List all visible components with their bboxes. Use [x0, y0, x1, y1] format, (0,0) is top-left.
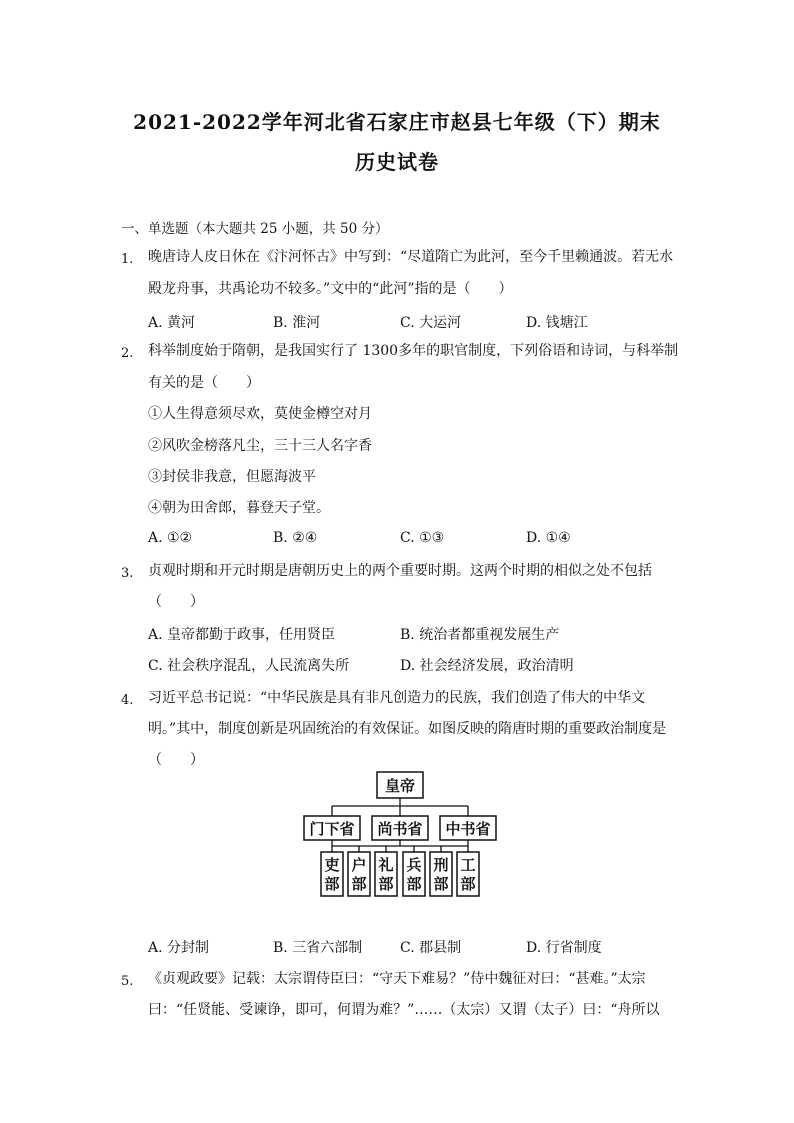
diagram-connector-top — [332, 798, 468, 816]
q4-line1: 习近平总书记说：“中华民族是具有非凡创造力的民族，我们创造了伟大的中华文 — [148, 690, 646, 706]
q2-item-1: ①人生得意须尽欢，莫使金樽空对月 — [148, 406, 372, 422]
q1-option-c: C. 大运河 — [400, 315, 462, 331]
six-ministries-group — [321, 852, 479, 896]
ministry-label: 刑部 — [433, 856, 449, 893]
q2-line1: 科举制度始于隋朝，是我国实行了 1300多年的职官制度，下列俗语和诗词，与科举制 — [148, 343, 679, 359]
exam-title-line2: 历史试卷 — [355, 150, 439, 174]
q2-number: 2. — [121, 346, 134, 361]
q4-option-c: C. 郡县制 — [400, 940, 462, 956]
three-departments-six-ministries-diagram — [300, 768, 500, 898]
ministry-label: 兵部 — [406, 856, 422, 893]
ministry-label: 礼部 — [378, 856, 394, 893]
q1-option-d: D. 钱塘江 — [526, 315, 588, 331]
q2-item-3: ③封侯非我意，但愿海波平 — [148, 469, 316, 485]
q3-number: 3. — [121, 566, 134, 581]
q2-item-4: ④朝为田舍郎，暮登天子堂。 — [148, 500, 330, 516]
q4-option-b: B. 三省六部制 — [273, 940, 363, 956]
shangshu-label: 尚书省 — [377, 820, 423, 838]
q3-option-a: A. 皇帝都勤于政事，任用贤臣 — [148, 627, 336, 643]
q3-option-d: D. 社会经济发展，政治清明 — [400, 658, 574, 674]
q2-option-c: C. ①③ — [400, 530, 445, 546]
q2-item-2: ②风吹金榜落凡尘，三十三人名字香 — [148, 438, 372, 454]
ministry-label: 吏部 — [324, 856, 340, 893]
section-heading: 一、单选题（本大题共 25 小题，共 50 分） — [121, 221, 389, 237]
q2-option-d: D. ①④ — [526, 530, 571, 546]
q2-line2: 有关的是（ ） — [148, 375, 260, 391]
q4-line3: （ ） — [148, 752, 204, 768]
q4-number: 4. — [121, 693, 134, 708]
q5-line2: 曰：“任贤能、受谏诤，即可，何谓为难？”……（太宗）又谓（太子）曰：“舟所以 — [148, 1002, 660, 1018]
menxia-label: 门下省 — [309, 820, 355, 838]
emperor-label: 皇帝 — [384, 777, 416, 795]
q1-line2: 殿龙舟事，共禹论功不较多。”文中的“此河”指的是（ ） — [148, 281, 513, 297]
q3-line1: 贞观时期和开元时期是唐朝历史上的两个重要时期。这两个时期的相似之处不包括 — [148, 563, 652, 579]
zhongshu-label: 中书省 — [445, 820, 491, 838]
q3-line2: （ ） — [148, 594, 204, 610]
ministry-label: 工部 — [460, 856, 476, 893]
q4-line2: 明。”其中，制度创新是巩固统治的有效保证。如图反映的隋唐时期的重要政治制度是 — [148, 721, 667, 737]
q1-number: 1. — [121, 252, 134, 267]
q2-option-a: A. ①② — [148, 530, 193, 546]
q1-line1: 晚唐诗人皮日休在《汴河怀古》中写到：“尽道隋亡为此河，至今千里赖通波。若无水 — [148, 249, 674, 265]
q1-option-a: A. 黄河 — [148, 315, 196, 331]
exam-title-line1: 2021-2022学年河北省石家庄市赵县七年级（下）期末 — [133, 110, 661, 134]
q3-option-c: C. 社会秩序混乱，人民流离失所 — [148, 658, 350, 674]
q5-number: 5. — [121, 974, 134, 989]
q2-option-b: B. ②④ — [273, 530, 318, 546]
q5-line1: 《贞观政要》记载：太宗谓侍臣曰：“守天下难易？”侍中魏征对曰：“甚难。”太宗 — [148, 971, 646, 987]
diagram-connector-bottom — [332, 840, 468, 852]
q1-option-b: B. 淮河 — [273, 315, 321, 331]
q4-option-d: D. 行省制度 — [526, 940, 602, 956]
q4-option-a: A. 分封制 — [148, 940, 210, 956]
ministry-label: 户部 — [351, 856, 367, 893]
q3-option-b: B. 统治者都重视发展生产 — [400, 627, 560, 643]
